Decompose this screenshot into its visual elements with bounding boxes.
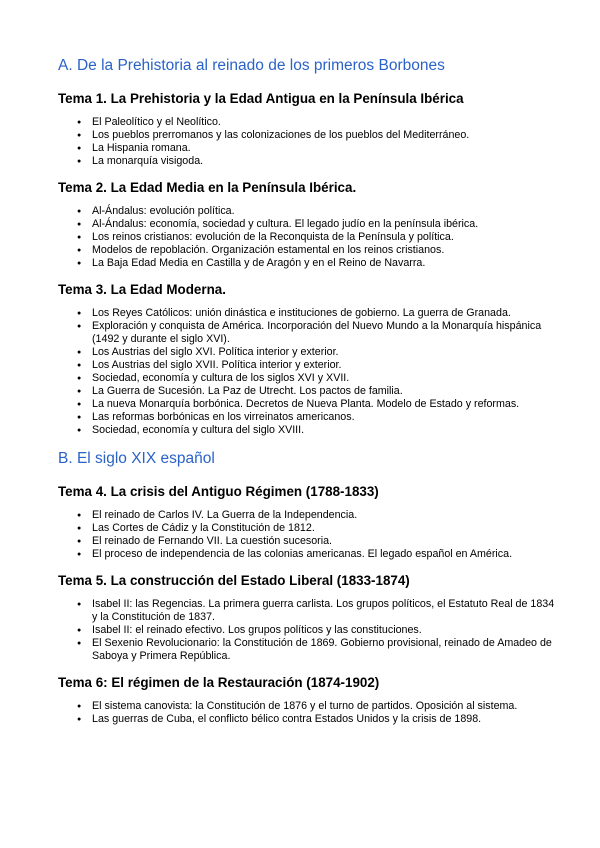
section-b-title: B. El siglo XIX español: [58, 450, 215, 467]
list-item: ● Modelos de repoblación. Organización estamental en los reinos cristianos.: [92, 244, 560, 257]
list-item: ● El sistema canovista: la Constitución de 1876 y el turno de partidos. Oposición al sistema.: [92, 700, 560, 713]
list-item: ● El Paleolítico y el Neolítico.: [92, 116, 560, 129]
list-item: ● La monarquía visigoda.: [92, 155, 560, 168]
list-item: ● La Hispania romana.: [92, 142, 560, 155]
tema-3-title: Tema 3. La Edad Moderna.: [58, 282, 226, 297]
list-item: ● Los Austrias del siglo XVII. Política interior y exterior.: [92, 359, 560, 372]
tema-3-list: [58, 307, 560, 437]
list-item: ● Sociedad, economía y cultura del siglo XVIII.: [92, 424, 560, 437]
list-item: ● El reinado de Fernando VII. La cuestión sucesoria.: [92, 535, 560, 548]
list-item: ● El reinado de Carlos IV. La Guerra de la Independencia.: [92, 509, 560, 522]
list-item: ● Las reformas borbónicas en los virreinatos americanos.: [92, 411, 560, 424]
list-item: ● Exploración y conquista de América. Incorporación del Nuevo Mundo a la Monarquía hispánica (1492 y durante el siglo XVI).: [92, 320, 560, 346]
tema-4-title: Tema 4. La crisis del Antiguo Régimen (1788-1833): [58, 484, 379, 499]
tema-5-title: Tema 5. La construcción del Estado Liberal (1833-1874): [58, 573, 410, 588]
list-item: ● Las Cortes de Cádiz y la Constitución de 1812.: [92, 522, 560, 535]
list-item: ● Los pueblos prerromanos y las colonizaciones de los pueblos del Mediterráneo.: [92, 129, 560, 142]
list-item: ● La nueva Monarquía borbónica. Decretos de Nueva Planta. Modelo de Estado y reformas.: [92, 398, 560, 411]
list-item: ● Isabel II: las Regencias. La primera guerra carlista. Los grupos políticos, el Estatuto Real de 1834 y la Constitución de 1837.: [92, 598, 560, 624]
list-item: ● Los reinos cristianos: evolución de la Reconquista de la Península y política.: [92, 231, 560, 244]
list-item: ● Isabel II: el reinado efectivo. Los grupos políticos y las constituciones.: [92, 624, 560, 637]
tema-1-title: Tema 1. La Prehistoria y la Edad Antigua en la Península Ibérica: [58, 91, 464, 106]
tema-6-list: [58, 700, 560, 726]
tema-4-list: [58, 509, 560, 561]
tema-5-list: [58, 598, 560, 663]
list-item: ● Al-Ándalus: evolución política.: [92, 205, 560, 218]
list-item: ● La Baja Edad Media en Castilla y de Aragón y en el Reino de Navarra.: [92, 257, 560, 270]
list-item: ● El proceso de independencia de las colonias americanas. El legado español en América.: [92, 548, 560, 561]
list-item: ● Sociedad, economía y cultura de los siglos XVI y XVII.: [92, 372, 560, 385]
list-item: ● Al-Ándalus: economía, sociedad y cultura. El legado judío en la península ibérica.: [92, 218, 560, 231]
tema-6-title: Tema 6: El régimen de la Restauración (1874-1902): [58, 675, 380, 690]
tema-2-list: [58, 205, 560, 270]
list-item: ● El Sexenio Revolucionario: la Constitución de 1869. Gobierno provisional, reinado de Amadeo de Saboya y Primera República.: [92, 637, 560, 663]
list-item: ● Las guerras de Cuba, el conflicto bélico contra Estados Unidos y la crisis de 1898.: [92, 713, 560, 726]
list-item: ● La Guerra de Sucesión. La Paz de Utrecht. Los pactos de familia.: [92, 385, 560, 398]
section-a-title: A. De la Prehistoria al reinado de los primeros Borbones: [58, 57, 445, 74]
list-item: ● Los Reyes Católicos: unión dinástica e instituciones de gobierno. La guerra de Granada.: [92, 307, 560, 320]
tema-2-title: Tema 2. La Edad Media en la Península Ibérica.: [58, 180, 357, 195]
list-item: ● Los Austrias del siglo XVI. Política interior y exterior.: [92, 346, 560, 359]
tema-1-list: [58, 116, 560, 168]
